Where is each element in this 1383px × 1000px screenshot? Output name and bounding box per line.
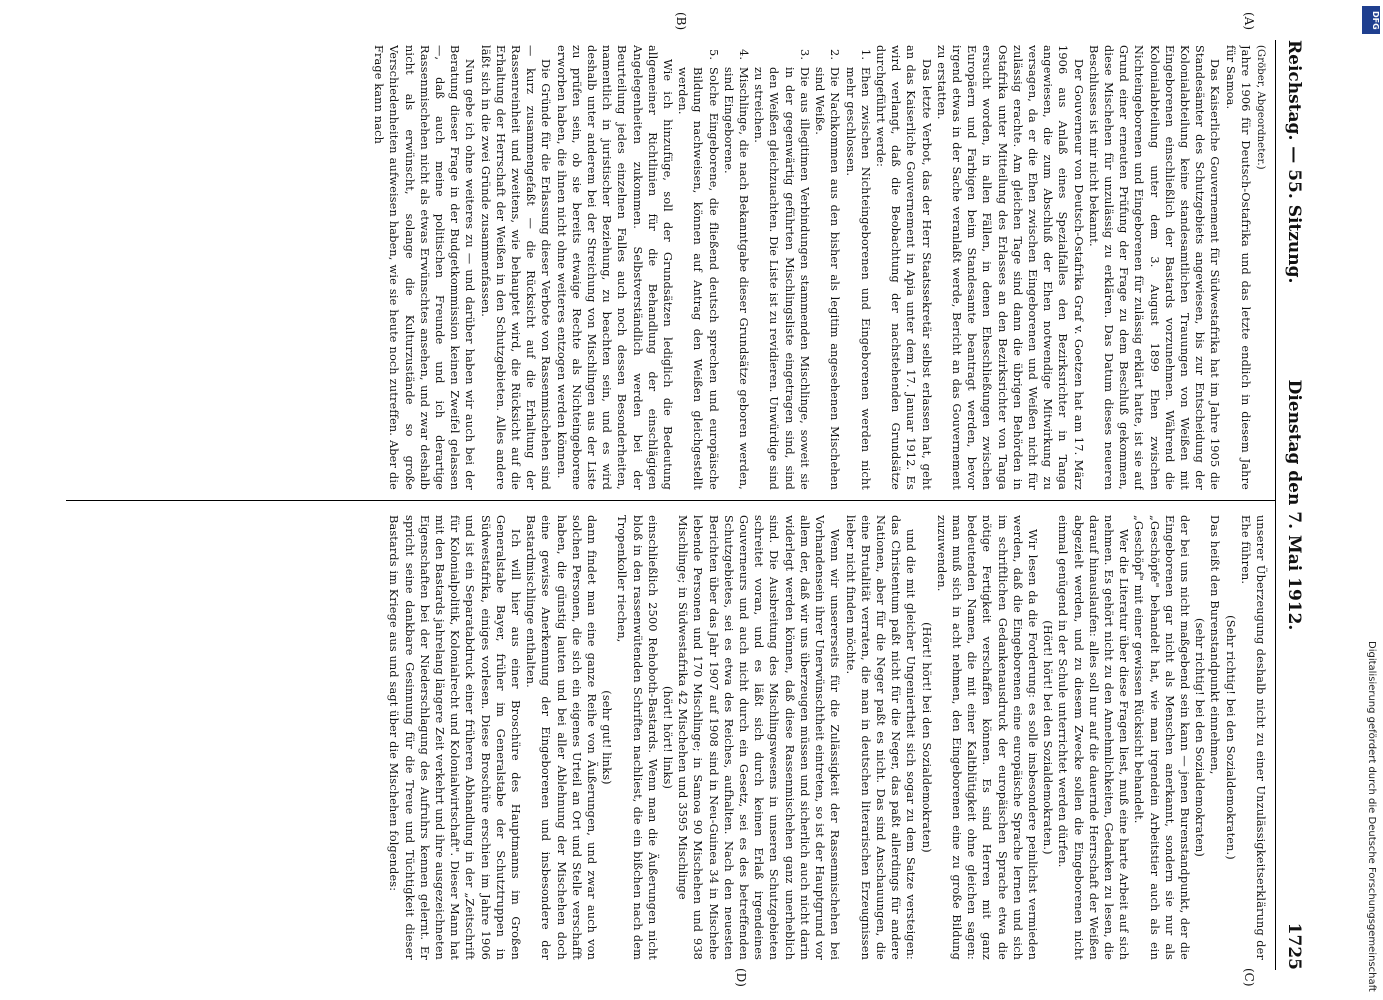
margin-marker-c: (C)	[1242, 968, 1256, 987]
left-after-list	[371, 45, 675, 490]
paragraph: Das heißt den Burenstandpunkt einnehmen,	[1208, 515, 1222, 775]
paragraph: Das Kaiserliche Gouvernement für Südwestafrika hat im Jahre 1905 die Standesämter des Schutzgebiets angewiesen, bis zur Entscheidung der Kolonialabteilung keine standesamtlichen Trauungen von Weißen mit Eingeborenen einschließlich der Bastards vorzunehmen. Während die Kolonialabteilung unter dem 3. August 1899 Ehen zwischen Nichteingeborenen und Eingeborenen für zulässig erklärt hatte, ist sie auf Grund einer erneuten Prüfung der Frage zu dem Beschluß gekommen, diese Mischehen für unzulässig zu erklären. Das Datum dieses neueren Beschlusses ist mir nicht bekannt.	[1086, 45, 1222, 490]
margin-marker-d: (D)	[734, 968, 748, 987]
paragraph: Ich will hier aus einer Broschüre des Hauptmanns im Großen Generalstabe Bayer, früher im Generalstabe der Schutztruppen in Südwestafrika, einiges vorlesen. Diese Broschüre erschien im Jahre 1906 und ist ein Separatabdruck einer früheren Abhandlung in der „Zeitschrift für Kolonialpolitik, Kolonialrecht und Kolonialwirtschaft". Dieser Mann hat mit den Bastards jahrelang längere Zeit verkehrt und ihre ausgezeichneten Eigenschaften bei der Niederschlagung des Aufruhrs kennen gelernt. Er spricht seine dankbare Gesinnung für die Treue und Tüchtigkeit dieser Bastards im Kriege aus und sagt über die Mischehen folgendes:	[387, 515, 523, 960]
list-item-number: 3.	[797, 49, 811, 61]
page-header	[1276, 40, 1304, 970]
paragraph: Das letzte Verbot, das der Herr Staatssekretär selbst erlassen hat, geht an das Kaiserliche Gouvernement in Apia unter dem 17. Januar 1912. Es wird verlangt, daß die Beobachtung der nachstehenden Grundsätze durchgeführt werde:	[873, 45, 933, 490]
paragraph: der bei uns nicht maßgebend sein kann — jenen Burenstandpunkt, der die Eingeborenen gar nicht als Menschen anerkannt, sondern sie nur als „Geschöpfe" behandelt hat, wie man irgendein Arbeitstier auch als ein „Geschöpf" mit einer gewissen Rücksicht behandelt.	[1132, 515, 1191, 960]
list-item	[812, 45, 842, 490]
list-item	[721, 45, 751, 490]
digitization-note: Digitalisierung gefördert durch die Deutsche Forschungsgemeinschaft	[1366, 641, 1377, 992]
paragraph: einschließlich 2500 Rehoboth-Bastards. Wenn man die Äußerungen nicht bloß in den rassenwütenden Schriften nachliest, die ein bißchen nach dem Tropenkoller riechen,	[615, 515, 659, 960]
margin-marker-b: (B)	[674, 12, 688, 31]
list-item-number: 2.	[828, 49, 842, 61]
paragraph: dann findet man eine ganze Reihe von Äußerungen, und zwar auch von solchen Personen, die sich ein eigenes Urteil an Ort und Stelle verschafft haben, die günstig lauten und bei aller Ablehnung der Mischehen doch eine gewisse Anerkennung der Eingeborenen und insbesondere der Bastardmischlinge enthalten.	[524, 515, 599, 960]
header-session: Reichstag. — 55. Sitzung.	[1284, 40, 1304, 284]
list-item-number: 5.	[706, 49, 720, 61]
paragraph: Jahre 1906 für Deutsch-Ostafrika und das letzte endlich in diesem Jahre für Samoa.	[1223, 45, 1252, 490]
paragraph: unserer Überzeugung deshalb nicht zu einer Unzulässigkeitserklärung der Ehe führen.	[1238, 515, 1267, 960]
list-item-text: Solche Eingeborene, die fließend deutsch sprechen und europäische Bildung nachweisen, können auf Antrag den Weißen gleichgestellt werden.	[676, 67, 720, 490]
paragraph: und die mit gleicher Ungeniertheit sich sogar zu dem Satze versteigen: das Christentum paßt nicht für die Neger, das paßt allerdings für andere Nationen, aber für die Neger paßt es nicht. Das sind Anschauungen, die eine Brutalität verraten, die man in deutschen literarischen Erzeugnissen lieber nicht finden möchte.	[843, 515, 918, 960]
paragraph: Wenn wir unsererseits für die Zulässigkeit der Rassenmischehen bei Vorhandensein ihrer Unerwünschtheit eintreten, so ist der Hauptgrund vor allem der, daß wir uns überzeugen müssen und sicherlich auch nicht darin widerlegt werden können, daß diese Rassenmischehen ganz unerheblich sind. Die Ausbreitung des Mischlingswesens in unseren Schutzgebieten schreitet voran, und es läßt sich durch keinen Erlaß irgendeines Gouverneurs und auch nicht durch ein Gesetz, sei es des betreffenden Schutzgebietes, sei es etwa des Reiches, aufhalten. Nach den neuesten Berichten über das Jahr 1907 auf 1908 sind in Neu-Guinea 34 in Mischehe lebende Personen und 170 Mischlinge; in Samoa 90 Mischehen und 938 Mischlinge; in Südwestafrika 42 Mischehen und 3595 Mischlinge	[676, 515, 842, 960]
list-item-text: Die Nachkommen aus den bisher als legitim angesehenen Mischehen sind Weiße.	[813, 67, 842, 490]
right-paragraphs	[386, 515, 1268, 960]
decree-list	[675, 45, 873, 490]
interjection: (Hört! hört! bei den Sozialdemokraten.)	[1041, 620, 1055, 855]
left-paragraphs	[873, 45, 1253, 490]
margin-marker-a: (A)	[1242, 12, 1256, 31]
paragraph: Der Gouverneur von Deutsch-Ostafrika Graf v. Goetzen hat am 17. März 1906 aus Anlaß eines Spezialfalles den Bezirksrichter in Tanga angewiesen, die zum Abschluß der Ehen notwendige Mitwirkung zu versagen, da er die Ehen zwischen Eingeborenen und Weißen nicht für zulässig erachte. Am gleichen Tage sind dann die übrigen Behörden in Ostafrika unter Mitteilung des Erlasses an den Bezirksrichter von Tanga ersucht worden, in allen Fällen, in denen Eheschließungen zwischen Europäern und Farbigen beim Standesamte beantragt werden, bevor irgend etwas in der Sache veranlaßt werde, Bericht an das Gouvernement zu erstatten.	[934, 45, 1085, 490]
paragraph: Wir lesen da die Forderung: es solle insbesondere peinlichst vermieden werden, daß die Eingeborenen eine europäische Sprache lernen und sich im schriftlichen Gedankenausdruck der europäischen Sprache etwa die nötige Fertigkeit verschaffen können. Es sind Herren mit ganz bedeutenden Namen, die mit einer Kaltblütigkeit ohne gleichen sagen: man muß sich in acht nehmen, den Eingeborenen eine zu große Bildung zuzuwenden.	[934, 515, 1039, 960]
list-item	[842, 45, 872, 490]
list-item-number: 4.	[737, 49, 751, 61]
document-page	[48, 0, 1348, 1000]
paragraph: Die Gründe für die Erlassung dieser Verbote von Rassenmischehen sind — kurz zusammengefaßt — die Rücksicht auf die Erhaltung der Rassenreinheit und zweitens, wie behauptet wird, die Rücksicht auf die Erhaltung der Herrschaft der Weißen in den Schutzgebieten. Alles andere läßt sich in die zwei Gründe zusammenfassen.	[478, 45, 553, 490]
paragraph: Wer die Literatur über diese Fragen liest, muß eine harte Arbeit auf sich nehmen. Es gehört nicht zu den Annehmlichkeiten, Gedanken zu lesen, die darauf hinauslaufen: alles soll nur auf die dauernde Herrschaft der Weißen abgezielt werden, und zu diesem Zwecke sollen die Eingeborenen nicht einmal genügend in der Schule unterrichtet werden dürfen.	[1056, 515, 1131, 960]
right-column	[73, 515, 1268, 960]
list-item	[751, 45, 812, 490]
column-divider	[66, 500, 1276, 501]
interjection: (Sehr richtig! bei den Sozialdemokraten.)	[1223, 615, 1237, 860]
interjection: (sehr richtig! bei den Sozialdemokraten)	[1193, 618, 1207, 857]
page-number: 1725	[1284, 922, 1304, 970]
paragraph: Wie ich hinzufüge, soll der Grundsätzen lediglich die Bedeutung allgemeiner Richtlinien für die Behandlung der einschlägigen Angelegenheiten zukommen. Selbstverständlich werden bei der Beurteilung jedes einzelnen Falles auch noch dessen Besonderheiten, namentlich in juristischer Beziehung, zu beachten sein, und es wird deshalb unter anderem bei der Streichung von Mischlingen aus der Liste zu prüfen sein, ob sie bereits etwaige Rechte als Nichteingeborene erworben haben, die ihnen nicht ohne weiteres entzogen werden können.	[554, 45, 675, 490]
interjection: (sehr gut! links)	[600, 690, 614, 785]
list-item-text: Mischlinge, die nach Bekanntgabe dieser Grundsätze geboren werden, sind Eingeborene.	[721, 67, 751, 490]
dfg-logo: DFG	[1362, 6, 1380, 34]
list-item-number: 1.	[858, 49, 872, 61]
list-item	[675, 45, 721, 490]
header-date: Dienstag den 7. Mai 1912.	[1284, 379, 1304, 631]
interjection: (hört! hört! links)	[661, 685, 675, 790]
left-column	[73, 45, 1268, 490]
header-rule	[1275, 40, 1276, 970]
list-item-text: Ehen zwischen Nichteingeborenen und Eingeborenen werden nicht mehr geschlossen.	[843, 67, 872, 490]
list-item-text: Die aus illegitimen Verbindungen stammenden Mischlinge, soweit sie in der gegenwärtig geführten Mischlingsliste eingetragen sind, sind den Weißen gleichzuachten. Die Liste ist zu revidieren. Unwürdige sind zu streichen.	[752, 67, 811, 490]
interjection: (Hört! hört! bei den Sozialdemokraten)	[919, 622, 933, 853]
speaker-label: (Gröber, Abgeordneter.)	[1255, 45, 1266, 170]
paragraph: Nun gebe ich ohne weiteres zu — und darüber haben wir auch bei der Beratung dieser Frage in der Budgetkommission keinen Zweifel gelassen —, daß auch meine politischen Freunde und ich derartige Rassenmischehen nicht als etwas Erwünschtes ansehen, und zwar deshalb nicht als erwünscht, solange die Kulturzustände so große Verschiedenheiten aufweisen haben, wie sie heute noch zutreffen. Aber die Frage kann nach	[372, 45, 477, 490]
